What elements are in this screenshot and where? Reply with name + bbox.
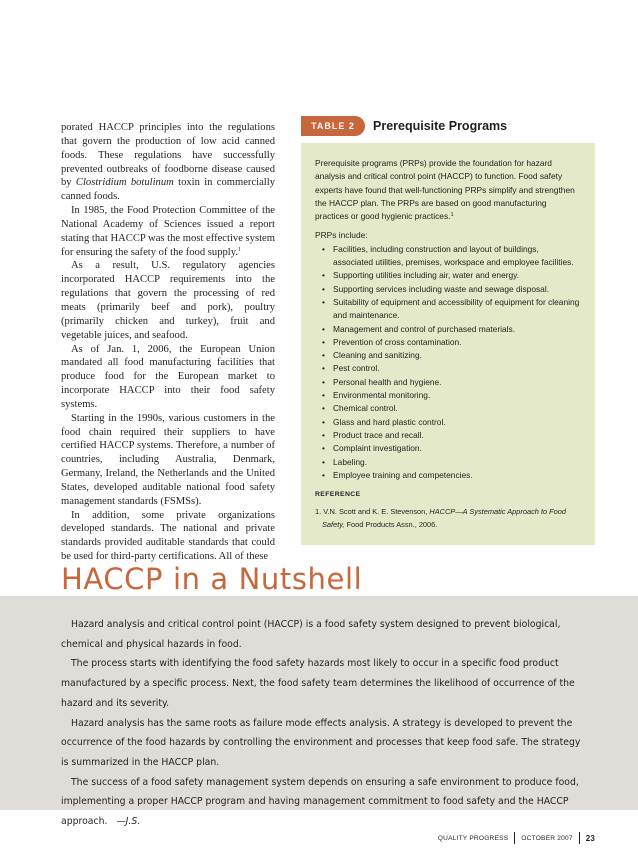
prp-list-item: • Personal health and hygiene. bbox=[315, 376, 581, 389]
page-footer bbox=[438, 832, 595, 844]
prp-list-item: • Cleaning and sanitizing. bbox=[315, 349, 581, 362]
reference-heading: REFERENCE bbox=[315, 491, 361, 499]
nutshell-paragraph: Hazard analysis and critical control point (HACCP) is a food safety system designed to prevent biological, chemical and physical hazards in food. bbox=[61, 619, 561, 650]
prp-list-item: • Employee training and competencies. bbox=[315, 469, 581, 482]
magazine-name: QUALITY PROGRESS bbox=[437, 834, 509, 842]
nutshell-paragraph: The process starts with identifying the food safety hazards most likely to occur in a specific food product manufactured by a specific process. Next, the food safety team determines the likelihood of occurrence of the hazard and its severity. bbox=[61, 658, 575, 709]
body-paragraph: As a result, U.S. regulatory agencies incorporated HACCP requirements into the regulations that govern the processing of red meats (primarily beef and pork), poultry (primarily chicken and turkey), fruit and vegetable juices, and seafood. bbox=[61, 260, 275, 341]
page-number: 23 bbox=[585, 833, 595, 843]
left-column-body bbox=[61, 121, 275, 564]
prp-list-item: • Management and control of purchased materials. bbox=[315, 323, 581, 336]
prp-list-item: • Glass and hard plastic control. bbox=[315, 416, 581, 429]
table-title: Prerequisite Programs bbox=[373, 119, 508, 133]
prp-list-item: • Facilities, including construction and layout of buildings, associated utilities, premises, workspace and employee facilities. bbox=[315, 243, 581, 270]
footer-divider bbox=[579, 832, 580, 844]
prp-list-item: • Prevention of cross contamination. bbox=[315, 336, 581, 349]
italic-organism: Clostridium botulinum bbox=[75, 177, 174, 189]
nutshell-paragraph: Hazard analysis has the same roots as failure mode effects analysis. A strategy is developed to prevent the occurrence of the food hazards by controlling the environment and processes that keep food safe. The strategy is summarized in the HACCP plan. bbox=[61, 717, 581, 768]
prp-list-item: • Complaint investigation. bbox=[315, 442, 581, 455]
body-paragraph: In addition, some private organizations developed standards. The national and private standards provided auditable standards that could be used for third-party certifications. All of these bbox=[61, 509, 275, 563]
prp-list-item: • Environmental monitoring. bbox=[315, 389, 581, 402]
nutshell-paragraph: The success of a food safety management system depends on ensuring a safe environment to produce food, implementing a proper HACCP program and having management commitment to food safety and the HACCP approach. —J.S. bbox=[61, 776, 579, 828]
body-paragraph: Starting in the 1990s, various customers in the food chain required their suppliers to have certified HACCP systems. Therefore, a number of countries, including Australia, Denmark, Germany, Ireland, the Netherlands and the United States, developed auditable national food safety management standards (FSMSs). bbox=[61, 412, 275, 507]
signature: —J.S. bbox=[116, 816, 141, 828]
prerequisite-programs-box bbox=[301, 143, 595, 545]
body-paragraph: As of Jan. 1, 2006, the European Union mandated all food manufacturing facilities that produce food for the European market to incorporate HACCP into their food safety systems. bbox=[61, 343, 275, 410]
prp-list-item: • Product trace and recall. bbox=[315, 429, 581, 442]
table-number-tag: TABLE 2 bbox=[301, 116, 365, 136]
prp-list-item: • Supporting utilities including air, water and energy. bbox=[315, 269, 581, 282]
prp-list-item: • Supporting services including waste and sewage disposal. bbox=[315, 283, 581, 296]
body-paragraph: In 1985, the Food Protection Committee of the National Academy of Sciences issued a report stating that HACCP was the most effective system for ensuring the safety of the food supply.$^1$ bbox=[61, 205, 275, 258]
prp-list-item: • Labeling. bbox=[315, 456, 581, 469]
nutshell-body bbox=[61, 615, 581, 832]
issue-date: OCTOBER 2007 bbox=[521, 834, 573, 842]
reference-text: 1. V.N. Scott and K. E. Stevenson, HACCP—A Systematic Approach to Food Safety, Food Products Assn., 2006. bbox=[315, 507, 567, 529]
footnote-ref: 1 bbox=[238, 246, 242, 253]
footer-divider bbox=[514, 832, 515, 844]
prp-list-item: • Pest control. bbox=[315, 362, 581, 375]
table-intro: Prerequisite programs (PRPs) provide the foundation for hazard analysis and critical control point (HACCP) to function. Food safety experts have found that well-functioning PRPs simplify and strengthen the HACCP plan. The PRPs are based on good manufacturing practices or good hygienic practices.$^1$ bbox=[315, 158, 575, 222]
prp-list-item: • Suitability of equipment and accessibility of equipment for cleaning and maintenance. bbox=[315, 296, 581, 323]
body-paragraph: porated HACCP principles into the regulations that govern the production of low acid canned foods. These regulations have successfully prevented outbreaks of foodborne disease caused by Clostridium botulinum toxin in commercially canned foods. bbox=[61, 122, 275, 203]
prp-list-item: • Chemical control. bbox=[315, 402, 581, 415]
footnote-ref: 1 bbox=[450, 212, 454, 219]
prps-include-label: PRPs include: bbox=[315, 230, 368, 241]
nutshell-heading: HACCP in a Nutshell bbox=[61, 562, 363, 596]
prp-list bbox=[315, 243, 581, 482]
